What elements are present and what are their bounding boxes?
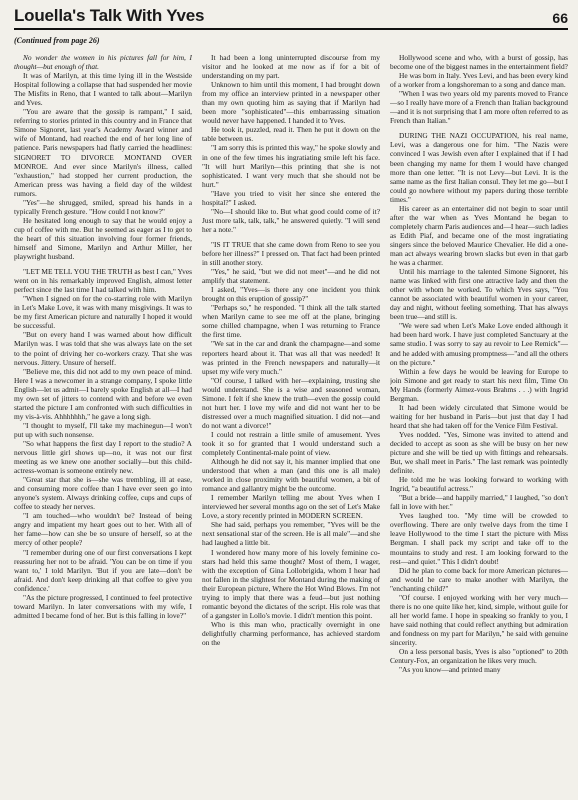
article-paragraph: I could not restrain a little smile of amusement. Yves took it so for granted that I would understand such a completely Continental-male point of view. bbox=[202, 429, 380, 458]
article-paragraph: "Great star that she is—she was trembling, ill at ease, and consuming more coffee than I have ever seen go into anyone's system. Always drinking coffee, cups and cups of coffee to steady her nerves. bbox=[14, 475, 192, 512]
article-paragraph: "LET ME TELL YOU THE TRUTH as best I can," Yves went on in his remarkably improved English, almost letter perfect since the last time I had talked with him. bbox=[14, 267, 192, 295]
article-paragraph: "When I was two years old my parents moved to France—so I really have more of a French than Italian background—and it is not surprising that I am more often referred to as French than Italian." bbox=[390, 89, 568, 126]
article-paragraph: "Of course, I talked with her—explaining, trusting she would understand. She is a wise and seasoned woman, Simone. I felt if she knew the truth—even the gossip could not hurt her. I love my wife and did not want her to be distressed over a much magnified situation. I did not—and do not want a divorce!" bbox=[202, 375, 380, 430]
article-paragraph: Until his marriage to the talented Simone Signoret, his name was linked with first one attractive lady and then the other with whom he worked. To which Yves says, "You cannot be associated with beautiful women in your career, day and night, without feeling something. That has always been true—and still is. bbox=[390, 267, 568, 322]
article-paragraph: Did he plan to come back for more American pictures—and would he care to make another with Marilyn, the "enchanting child?" bbox=[390, 565, 568, 593]
article-paragraph: "Yes"—he shrugged, smiled, spread his hands in a typically French gesture. "How could I not know?" bbox=[14, 197, 192, 216]
article-paragraph: I wondered how many more of his lovely feminine co-stars had held this same thought? Most of them, I wager, with the exception of Gina Lollobrigida, whom I hear had not fallen in the slightest for Montand during the making of their European picture, Where the Hot Wind Blows. I'm not trying to imply that there was a feud—but just nothing romantic beyond the dictates of the script. His role was that of a gangster in Lollo's movie. I didn't mention this point. bbox=[202, 547, 380, 620]
article-paragraph: Within a few days he would be leaving for Europe to join Simone and get ready to start his next film, Time On My Hands (formerly Aimez-vous Brahms . . .) with Ingrid Bergman. bbox=[390, 366, 568, 403]
article-paragraph: "Believe me, this did not add to my own peace of mind. Here I was a newcomer in a strange company, I spoke little English—let us admit—I barely spoke English at all—I had my own set of jitters to contend with and before we even started the picture I am confronted with such difficulties in my vis-à-vis. Ahhhhhhh," he gave a long sigh. bbox=[14, 366, 192, 421]
article-paragraph: She had said, perhaps you remember, "Yves will be the next sensational star of the screen. He is all male"—and she had laughed a little bit. bbox=[202, 520, 380, 548]
article-paragraph: "No—I should like to. But what good could come of it? Just more talk, talk, talk," he answered quietly. "I will send her a note." bbox=[202, 206, 380, 234]
article-paragraph: "But on every hand I was warned about how difficult Marilyn was. I was told that she was always late on the set to the point of driving her co-workers crazy. That she was nervous. Jittery. Unsure of herself. bbox=[14, 330, 192, 367]
article-paragraph: He was born in Italy. Yves Levi, and has been every kind of a worker from a longshoreman to a song and dance man. bbox=[390, 71, 568, 90]
article-paragraph: "As you know—and printed many bbox=[399, 665, 501, 675]
article-paragraph: It was of Marilyn, at this time lying ill in the Westside Hospital following a collapse that had suspended her movie The Misfits in Reno, that I wanted to talk about—Marilyn and Yves. bbox=[14, 71, 192, 108]
article-paragraph: "I thought to myself, I'll take my machinegun—I won't put up with such nonsense. bbox=[14, 420, 192, 439]
article-paragraph: "Yes," he said, "but we did not meet"—and he did not amplify that statement. bbox=[202, 267, 380, 286]
article-paragraph: "We sat in the car and drank the champagne—and some reporters heard about it. That was all that was needed! It was printed in the French newspapers and naturally—it upset my wife very much." bbox=[202, 339, 380, 376]
continued-from-note: (Continued from page 26) bbox=[14, 36, 100, 45]
article-paragraph: He took it, puzzled, read it. Then he put it down on the table between us. bbox=[202, 125, 380, 144]
article-paragraph: "When I signed on for the co-starring role with Marilyn in Let's Make Love, it was with many misgivings. It was to be my first American picture and naturally I hoped it would be successful. bbox=[14, 294, 192, 331]
article-paragraph: "Perhaps so," he responded. "I think all the talk started when Marilyn came to see me off at the plane, bringing some chilled champagne, when I was returning to France the first time. bbox=[202, 303, 380, 340]
article-paragraph: "I am touched—who wouldn't be? Instead of being angry and impatient my heart goes out to her. With all of her fame—how can she be so unsure of herself, so at the mercy of other people? bbox=[14, 511, 192, 548]
article-paragraph: "So what happens the first day I report to the studio? A nervous little girl shows up—no, it was not our first meeting as we knew one another socially—but this child-actress-woman is someone entirely new. bbox=[14, 438, 192, 476]
article-paragraph: I asked, "Yves—is there any one incident you think brought on this eruption of gossip?" bbox=[202, 285, 380, 304]
article-paragraph: "IS IT TRUE that she came down from Reno to see you before her illness?" I pressed on. That fact had been printed in still another story. bbox=[202, 239, 380, 268]
article-paragraph: "I am sorry this is printed this way," he spoke slowly and in one of the few times his ingratiating smile left his face. "It will hurt Marilyn—this printing that she is not sophisticated. I want very much that she should not be hurt." bbox=[202, 143, 380, 189]
article-paragraph: DURING THE NAZI OCCUPATION, his real name, Levi, was a dangerous one for him. "The Nazis were convinced I was Jewish even after I explained that if I had been changing my name for them I would have changed more than one letter. "It is not Levy—but Levi. It is the same name as the first Italian consul. They let me go—but I could go nowhere without my papers during those terrible times." bbox=[390, 131, 568, 204]
article-column-1 bbox=[14, 53, 192, 797]
article-paragraph: "But a bride—and happily married," I laughed, "so don't fall in love with her." bbox=[390, 493, 568, 512]
page-title: Louella's Talk With Yves bbox=[14, 6, 205, 25]
article-paragraph: It had been a long uninterrupted discourse from my visitor and he looked at me now as if for a bit of understanding on my part. bbox=[202, 53, 380, 81]
page-number: 66 bbox=[552, 10, 568, 26]
article-column-3 bbox=[390, 53, 568, 797]
article-paragraph: On a less personal basis, Yves is also "optioned" to 20th Century-Fox, an organization he likes very much. bbox=[390, 647, 568, 666]
article-column-2 bbox=[202, 53, 380, 797]
article-paragraph: His career as an entertainer did not begin to soar until after the war when as Yves Montand he began to completely charm Paris audiences and—I hear—such ladies as Edith Piaf, and became one of the most ingratiating singers since the beloved Maurice Chevalier. He did a one-man act always wearing brown slacks but even in that garb he was a charmer. bbox=[390, 203, 568, 268]
article-paragraph: Unknown to him until this moment, I had brought down from my office an interview printed in a newspaper other than my own quoting him as saying that if Marilyn had been more "sophisticated"—this embarrassing situation would never have happened. I handed it to Yves. bbox=[202, 80, 380, 126]
page-header bbox=[14, 6, 568, 30]
article-paragraph: It had been widely circulated that Simone would be waiting for her husband in Paris—but just that day I had heard that she had taken off for the Venice Film Festival. bbox=[390, 402, 568, 430]
article-paragraph: "I remember during one of our first conversations I kept reassuring her not to be afraid. 'You can be on time if you want to,' I told Marilyn. 'But if you are late—don't be afraid. And don't keep drinking all that coffee to give you confidence.' bbox=[14, 547, 192, 593]
article-paragraph: "We were sad when Let's Make Love ended although it had been hard work. I have just completed Sanctuary at the same studio. I was sorry to say au revoir to Lee Remick"—and he added with amusing promptness—"and all the others on the picture." bbox=[390, 321, 568, 367]
article-paragraph: I remember Marilyn telling me about Yves when I interviewed her several months ago on the set of Let's Make Love, a story recently printed in MODERN SCREEN. bbox=[202, 493, 380, 521]
article-paragraph: "Of course. I enjoyed working with her very much—there is no one quite like her, kind, simple, without guile for all her world fame. I hope in speaking so frankly to you, I have said nothing that could reflect anything but admiration and fondness on my part for Marilyn," he said with genuine sincerity. bbox=[390, 592, 568, 647]
article-paragraph: Hollywood scene and who, with a burst of gossip, has become one of the biggest names in the entertainment field? bbox=[390, 53, 568, 72]
article-paragraph: Although he did not say it, his manner implied that one understood that when a man (and this one is all male) worked in close proximity with beautiful women, a bit of romance and gallantry might be the outcome. bbox=[202, 457, 380, 494]
article-paragraph: No wonder the women in his pictures fall for him, I thought—but enough of that. bbox=[14, 53, 192, 72]
article-paragraph: "You are aware that the gossip is rampant," I said, referring to stories printed in this country and in France that Simone Signoret, last year's Academy Award winner and wife of Montand, had reached the end of her long line of patience. Paris newspapers had flatly carried the headlines: SIGNORET TO DIVORCE MONTAND OVER MONROE. And ever since Marilyn's illness, called "exhaustion," had stopped her current production, the American press was having a field day of the wildest rumors. bbox=[14, 107, 192, 198]
article-paragraph: Yves nodded. "Yes, Simone was invited to attend and decided to accept as soon as she will be busy on her new picture and she will be tied up with fittings and rehearsals. But, we shall meet in Paris." The last remark was pointedly definite. bbox=[390, 429, 568, 476]
article-body bbox=[14, 53, 568, 797]
article-paragraph: He hesitated long enough to say that he would enjoy a cup of coffee with me. But he seemed as eager as I to get to the heart of this situation involving four former friends, himself and Simone, Marilyn and Arthur Miller, her playwright husband. bbox=[14, 215, 192, 262]
article-paragraph: "Have you tried to visit her since she entered the hospital?" I asked. bbox=[202, 188, 380, 207]
article-paragraph: Who is this man who, practically overnight in one delightfully charming performance, has achieved stardom on the bbox=[202, 619, 380, 647]
article-paragraph: Yves laughed too. "My time will be crowded to overflowing. There are only twelve days from the time I leave Hollywood to the time I start the picture with Miss Bergman. I shall pack my script and take off to the mountains to study and rest. I am looking forward to the rest—and quiet." This I didn't doubt! bbox=[390, 511, 568, 566]
article-paragraph: He told me he was looking forward to working with Ingrid, "a beautiful actress." bbox=[390, 475, 568, 494]
article-paragraph: "As the picture progressed, I continued to feel protective toward Marilyn. In later conversations with my wife, I admitted I became fond of her. But is this falling in love?" bbox=[14, 592, 192, 620]
